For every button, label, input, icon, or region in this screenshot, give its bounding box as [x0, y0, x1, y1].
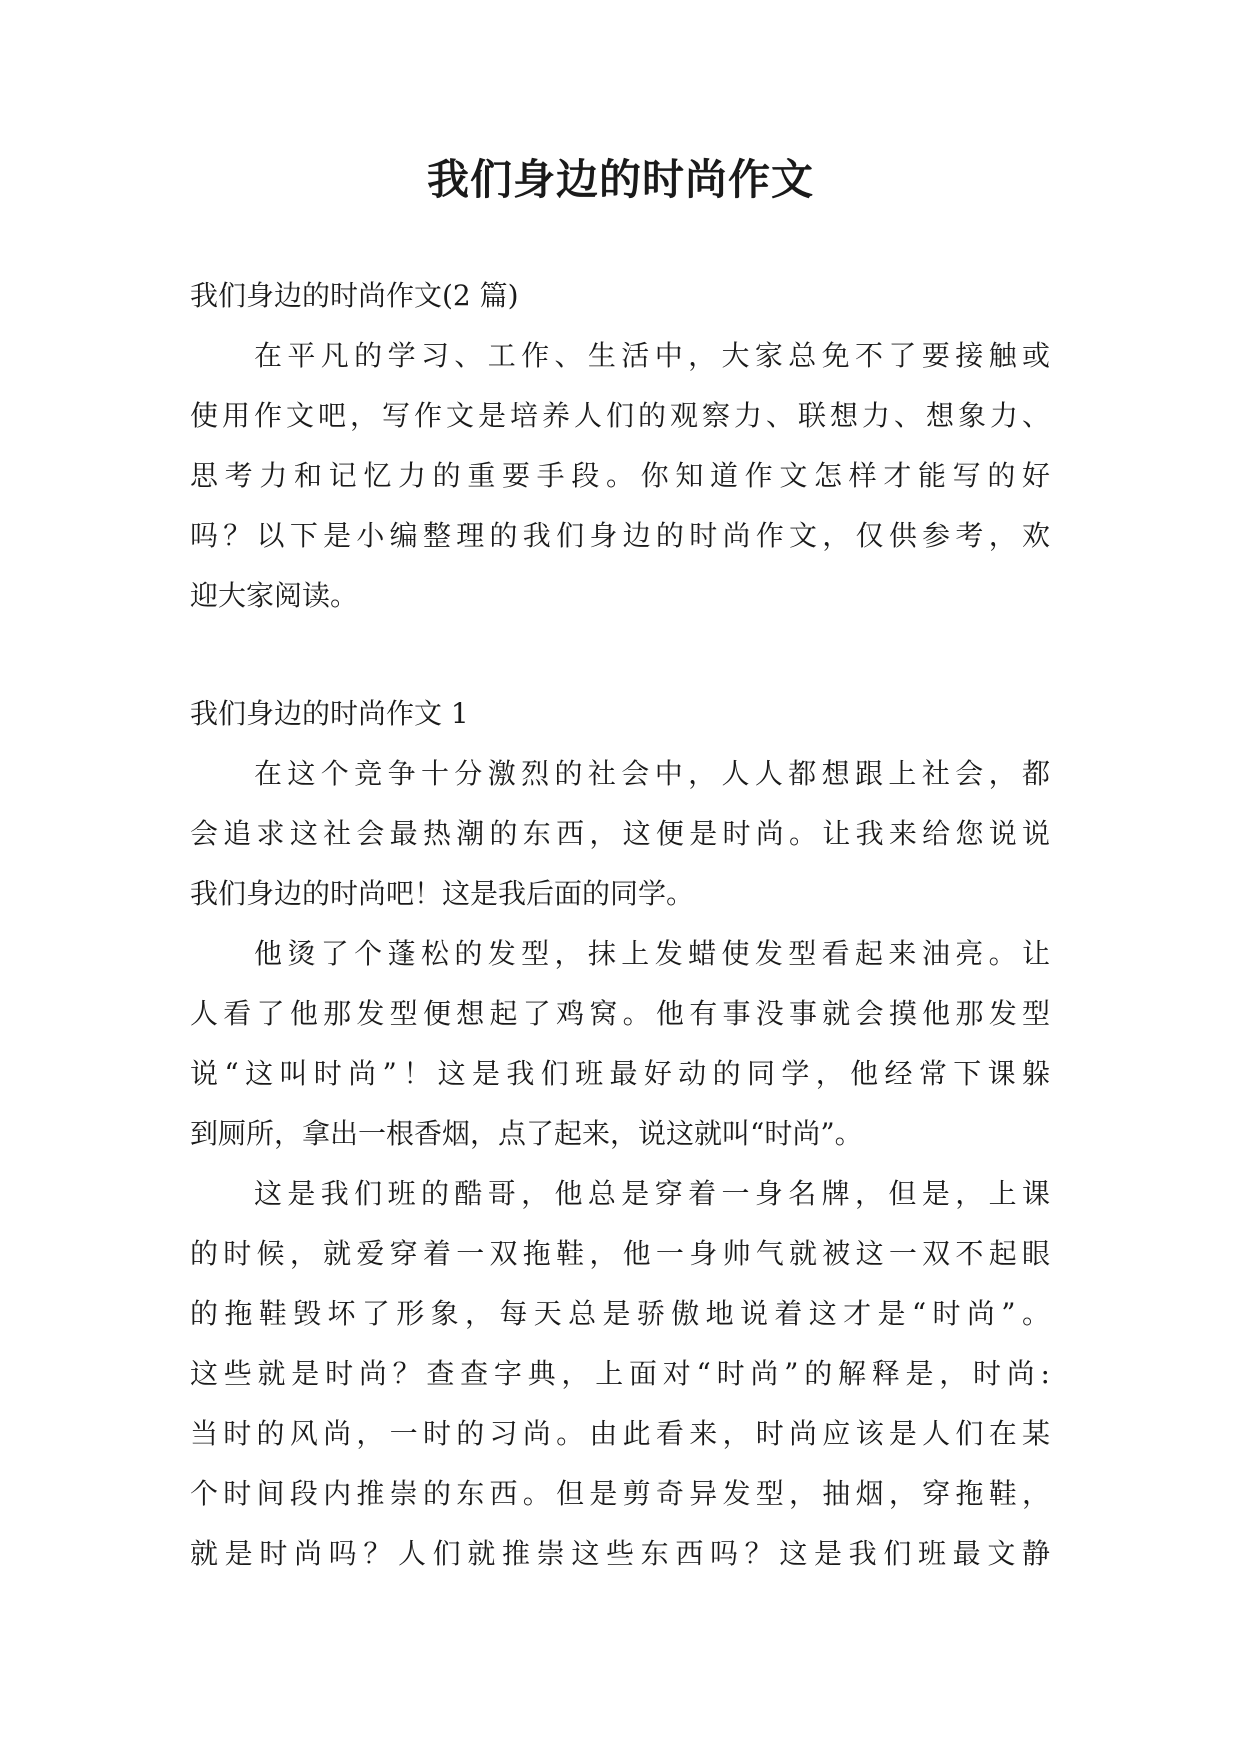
essay1-line: 就是时尚吗？人们就推崇这些东西吗？这是我们班最文静: [190, 1537, 1050, 1570]
intro-heading: 我们身边的时尚作文(2 篇): [190, 279, 519, 312]
document-title: 我们身边的时尚作文: [426, 155, 814, 204]
essay1-line: 会追求这社会最热潮的东西，这便是时尚。让我来给您说说: [190, 817, 1050, 850]
essay1-line: 当时的风尚，一时的习尚。由此看来，时尚应该是人们在某: [190, 1417, 1050, 1450]
intro-line: 使用作文吧，写作文是培养人们的观察力、联想力、想象力、: [190, 399, 1050, 432]
essay1-line: 这些就是时尚？查查字典，上面对“时尚”的解释是，时尚:: [190, 1357, 1050, 1390]
intro-line: 吗？以下是小编整理的我们身边的时尚作文，仅供参考，欢: [190, 519, 1050, 552]
section-spacer: [190, 626, 1050, 684]
document-body: [190, 266, 1050, 1584]
essay1-heading: 我们身边的时尚作文 1: [190, 697, 469, 730]
essay1-line: 的时候，就爱穿着一双拖鞋，他一身帅气就被这一双不起眼: [190, 1237, 1050, 1270]
essay1-line: 说“这叫时尚”！这是我们班最好动的同学，他经常下课躲: [190, 1057, 1050, 1090]
essay1-line: 他烫了个蓬松的发型，抹上发蜡使发型看起来油亮。让: [254, 937, 1050, 970]
essay1-line: 到厕所，拿出一根香烟，点了起来，说这就叫“时尚”。: [190, 1117, 863, 1150]
essay1-line: 在这个竞争十分激烈的社会中，人人都想跟上社会，都: [254, 757, 1050, 790]
essay1-line: 我们身边的时尚吧！这是我后面的同学。: [190, 877, 695, 910]
intro-line: 在平凡的学习、工作、生活中，大家总免不了要接触或: [254, 339, 1050, 372]
essay1-line: 的拖鞋毁坏了形象，每天总是骄傲地说着这才是“时尚”。: [190, 1297, 1050, 1330]
intro-line: 迎大家阅读。: [190, 579, 359, 612]
essay1-line: 人看了他那发型便想起了鸡窝。他有事没事就会摸他那发型: [190, 997, 1050, 1030]
intro-line: 思考力和记忆力的重要手段。你知道作文怎样才能写的好: [190, 459, 1050, 492]
essay1-line: 个时间段内推崇的东西。但是剪奇异发型，抽烟，穿拖鞋，: [190, 1477, 1050, 1510]
essay1-line: 这是我们班的酷哥，他总是穿着一身名牌，但是，上课: [254, 1177, 1050, 1210]
